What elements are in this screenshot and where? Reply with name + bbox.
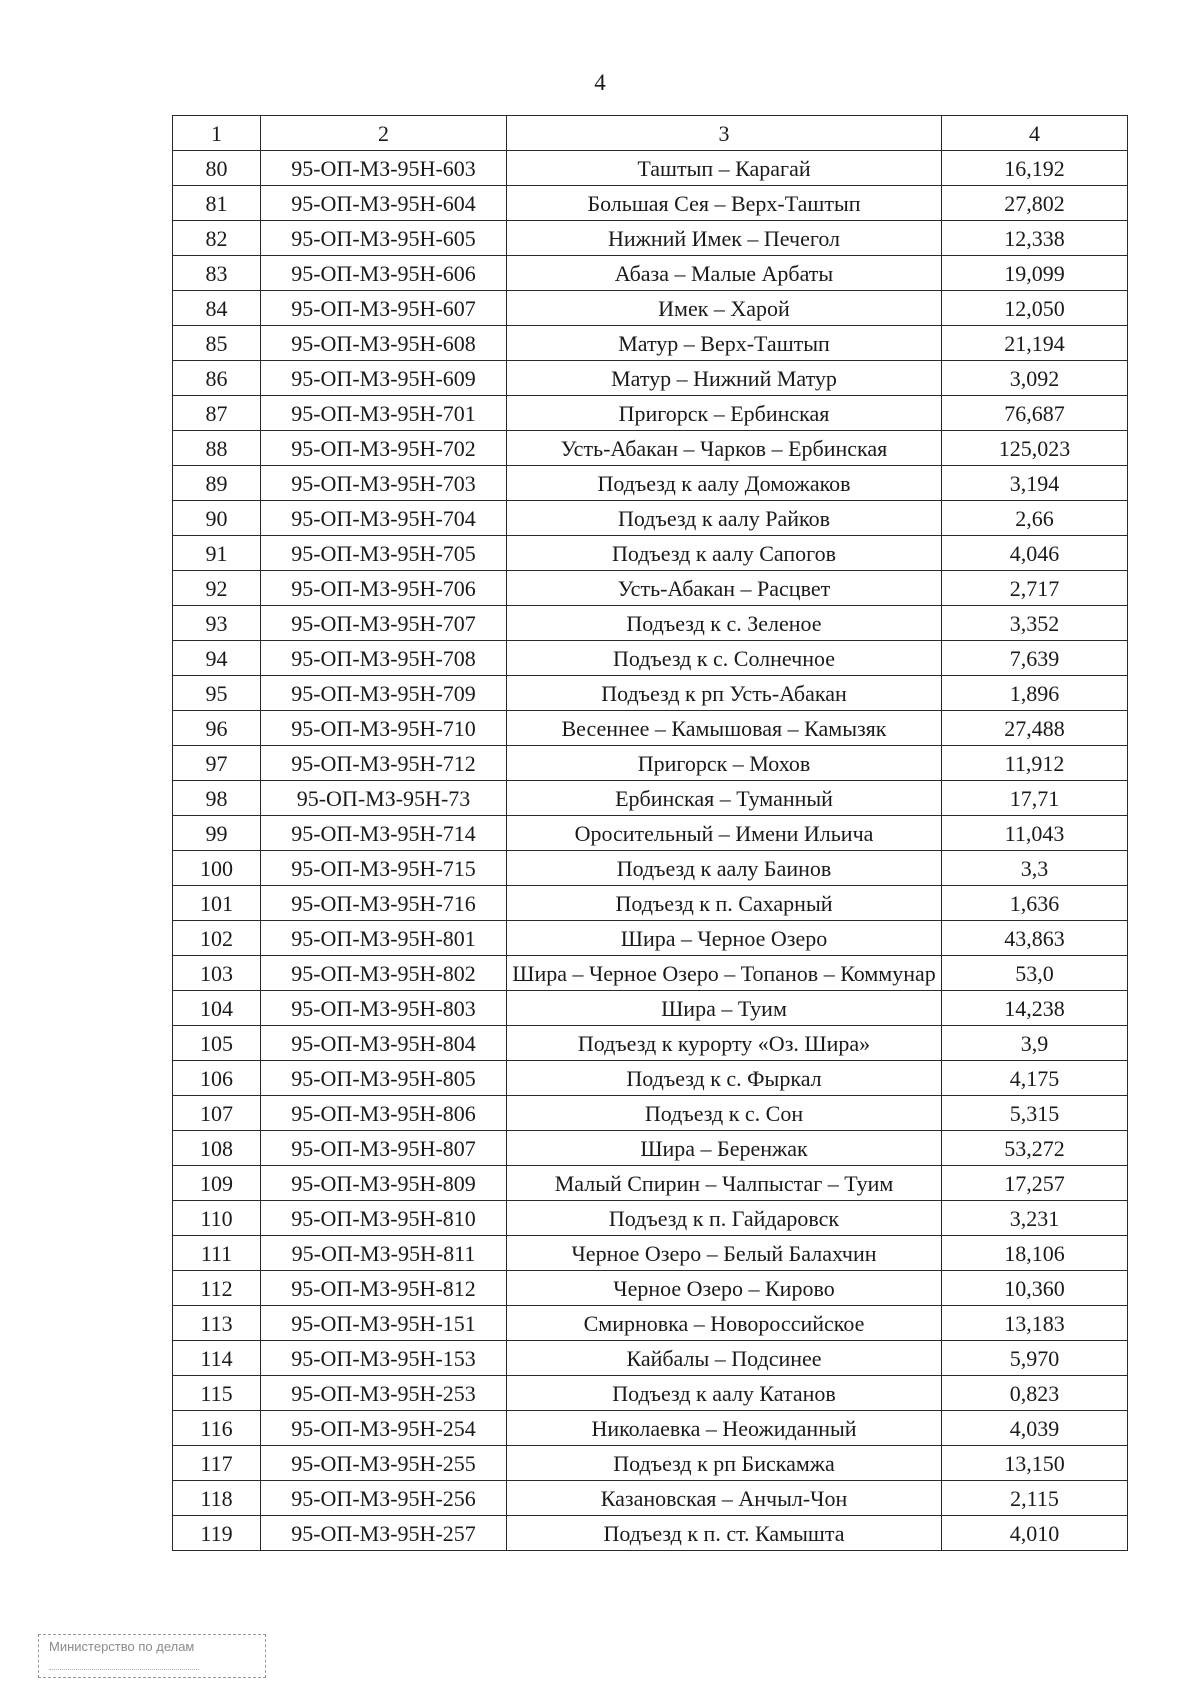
road-id-cell: 95-ОП-МЗ-95Н-714	[261, 816, 507, 851]
road-id-cell: 95-ОП-МЗ-95Н-606	[261, 256, 507, 291]
row-number-cell: 98	[173, 781, 261, 816]
road-name-cell: Подъезд к рп Усть-Абакан	[507, 676, 942, 711]
road-id-cell: 95-ОП-МЗ-95Н-712	[261, 746, 507, 781]
row-number-cell: 80	[173, 151, 261, 186]
road-name-cell: Большая Сея – Верх-Таштып	[507, 186, 942, 221]
road-name-cell: Шира – Туим	[507, 991, 942, 1026]
road-id-cell: 95-ОП-МЗ-95Н-716	[261, 886, 507, 921]
row-number-cell: 101	[173, 886, 261, 921]
table-row	[173, 606, 1128, 641]
length-km-cell: 7,639	[942, 641, 1128, 676]
row-number-cell: 105	[173, 1026, 261, 1061]
row-number-cell: 87	[173, 396, 261, 431]
row-number-cell: 117	[173, 1446, 261, 1481]
table-row	[173, 1341, 1128, 1376]
table-row	[173, 1376, 1128, 1411]
table-row	[173, 326, 1128, 361]
table-row	[173, 186, 1128, 221]
length-km-cell: 3,231	[942, 1201, 1128, 1236]
row-number-cell: 96	[173, 711, 261, 746]
length-km-cell: 19,099	[942, 256, 1128, 291]
length-km-cell: 5,315	[942, 1096, 1128, 1131]
road-id-cell: 95-ОП-МЗ-95Н-709	[261, 676, 507, 711]
road-name-cell: Подъезд к п. Сахарный	[507, 886, 942, 921]
length-km-cell: 14,238	[942, 991, 1128, 1026]
road-name-cell: Николаевка – Неожиданный	[507, 1411, 942, 1446]
table-row	[173, 1446, 1128, 1481]
road-id-cell: 95-ОП-МЗ-95Н-806	[261, 1096, 507, 1131]
length-km-cell: 53,0	[942, 956, 1128, 991]
length-km-cell: 13,150	[942, 1446, 1128, 1481]
road-id-cell: 95-ОП-МЗ-95Н-608	[261, 326, 507, 361]
road-id-cell: 95-ОП-МЗ-95Н-609	[261, 361, 507, 396]
header-cell-number: 1	[173, 116, 261, 151]
row-number-cell: 109	[173, 1166, 261, 1201]
row-number-cell: 111	[173, 1236, 261, 1271]
road-name-cell: Подъезд к аалу Баинов	[507, 851, 942, 886]
table-row	[173, 501, 1128, 536]
road-id-cell: 95-ОП-МЗ-95Н-257	[261, 1516, 507, 1551]
road-name-cell: Смирновка – Новороссийское	[507, 1306, 942, 1341]
table-row	[173, 921, 1128, 956]
table-row	[173, 1026, 1128, 1061]
road-id-cell: 95-ОП-МЗ-95Н-607	[261, 291, 507, 326]
road-id-cell: 95-ОП-МЗ-95Н-812	[261, 1271, 507, 1306]
header-cell-road-id: 2	[261, 116, 507, 151]
row-number-cell: 110	[173, 1201, 261, 1236]
row-number-cell: 118	[173, 1481, 261, 1516]
table-row	[173, 816, 1128, 851]
length-km-cell: 11,043	[942, 816, 1128, 851]
road-name-cell: Усть-Абакан – Расцвет	[507, 571, 942, 606]
road-name-cell: Подъезд к с. Сон	[507, 1096, 942, 1131]
length-km-cell: 125,023	[942, 431, 1128, 466]
road-name-cell: Шира – Беренжак	[507, 1131, 942, 1166]
length-km-cell: 4,175	[942, 1061, 1128, 1096]
table-row	[173, 151, 1128, 186]
road-id-cell: 95-ОП-МЗ-95Н-802	[261, 956, 507, 991]
table-row	[173, 991, 1128, 1026]
length-km-cell: 3,3	[942, 851, 1128, 886]
row-number-cell: 85	[173, 326, 261, 361]
length-km-cell: 2,717	[942, 571, 1128, 606]
road-id-cell: 95-ОП-МЗ-95Н-801	[261, 921, 507, 956]
length-km-cell: 3,092	[942, 361, 1128, 396]
row-number-cell: 93	[173, 606, 261, 641]
table-row	[173, 781, 1128, 816]
table-row	[173, 676, 1128, 711]
table-header-row	[173, 116, 1128, 151]
table-row	[173, 641, 1128, 676]
table-body	[173, 151, 1128, 1551]
road-name-cell: Оросительный – Имени Ильича	[507, 816, 942, 851]
table-row	[173, 361, 1128, 396]
length-km-cell: 4,039	[942, 1411, 1128, 1446]
road-name-cell: Подъезд к п. ст. Камышта	[507, 1516, 942, 1551]
page-number: 4	[594, 70, 606, 95]
row-number-cell: 108	[173, 1131, 261, 1166]
row-number-cell: 88	[173, 431, 261, 466]
road-name-cell: Подъезд к курорту «Оз. Шира»	[507, 1026, 942, 1061]
length-km-cell: 27,802	[942, 186, 1128, 221]
road-name-cell: Таштып – Карагай	[507, 151, 942, 186]
table-row	[173, 1306, 1128, 1341]
length-km-cell: 10,360	[942, 1271, 1128, 1306]
row-number-cell: 94	[173, 641, 261, 676]
row-number-cell: 115	[173, 1376, 261, 1411]
road-id-cell: 95-ОП-МЗ-95Н-804	[261, 1026, 507, 1061]
row-number-cell: 99	[173, 816, 261, 851]
length-km-cell: 13,183	[942, 1306, 1128, 1341]
road-name-cell: Подъезд к аалу Сапогов	[507, 536, 942, 571]
road-name-cell: Подъезд к п. Гайдаровск	[507, 1201, 942, 1236]
length-km-cell: 18,106	[942, 1236, 1128, 1271]
row-number-cell: 86	[173, 361, 261, 396]
table-row	[173, 256, 1128, 291]
row-number-cell: 106	[173, 1061, 261, 1096]
road-name-cell: Подъезд к аалу Райков	[507, 501, 942, 536]
road-name-cell: Шира – Черное Озеро – Топанов – Коммунар	[507, 956, 942, 991]
row-number-cell: 82	[173, 221, 261, 256]
length-km-cell: 5,970	[942, 1341, 1128, 1376]
row-number-cell: 113	[173, 1306, 261, 1341]
length-km-cell: 4,046	[942, 536, 1128, 571]
table-row	[173, 1131, 1128, 1166]
length-km-cell: 3,352	[942, 606, 1128, 641]
length-km-cell: 16,192	[942, 151, 1128, 186]
ministry-stamp	[38, 1634, 266, 1678]
row-number-cell: 84	[173, 291, 261, 326]
header-cell-road-name: 3	[507, 116, 942, 151]
row-number-cell: 107	[173, 1096, 261, 1131]
header-cell-length: 4	[942, 116, 1128, 151]
road-id-cell: 95-ОП-МЗ-95Н-810	[261, 1201, 507, 1236]
road-name-cell: Шира – Черное Озеро	[507, 921, 942, 956]
table-row	[173, 536, 1128, 571]
road-name-cell: Кайбалы – Подсинее	[507, 1341, 942, 1376]
length-km-cell: 17,257	[942, 1166, 1128, 1201]
length-km-cell: 1,896	[942, 676, 1128, 711]
row-number-cell: 119	[173, 1516, 261, 1551]
row-number-cell: 95	[173, 676, 261, 711]
road-id-cell: 95-ОП-МЗ-95Н-706	[261, 571, 507, 606]
road-name-cell: Абаза – Малые Арбаты	[507, 256, 942, 291]
table-row	[173, 1236, 1128, 1271]
row-number-cell: 102	[173, 921, 261, 956]
table-row	[173, 1096, 1128, 1131]
stamp-text: Министерство по делам	[49, 1639, 195, 1654]
road-id-cell: 95-ОП-МЗ-95Н-705	[261, 536, 507, 571]
row-number-cell: 100	[173, 851, 261, 886]
row-number-cell: 81	[173, 186, 261, 221]
road-id-cell: 95-ОП-МЗ-95Н-254	[261, 1411, 507, 1446]
length-km-cell: 12,050	[942, 291, 1128, 326]
length-km-cell: 43,863	[942, 921, 1128, 956]
road-id-cell: 95-ОП-МЗ-95Н-803	[261, 991, 507, 1026]
table-row	[173, 1201, 1128, 1236]
row-number-cell: 103	[173, 956, 261, 991]
road-name-cell: Матур – Нижний Матур	[507, 361, 942, 396]
road-id-cell: 95-ОП-МЗ-95Н-707	[261, 606, 507, 641]
table-row	[173, 291, 1128, 326]
length-km-cell: 17,71	[942, 781, 1128, 816]
road-id-cell: 95-ОП-МЗ-95Н-256	[261, 1481, 507, 1516]
table-row	[173, 396, 1128, 431]
length-km-cell: 11,912	[942, 746, 1128, 781]
road-name-cell: Подъезд к аалу Доможаков	[507, 466, 942, 501]
road-name-cell: Пригорск – Ербинская	[507, 396, 942, 431]
road-id-cell: 95-ОП-МЗ-95Н-807	[261, 1131, 507, 1166]
road-id-cell: 95-ОП-МЗ-95Н-151	[261, 1306, 507, 1341]
table-row	[173, 221, 1128, 256]
length-km-cell: 0,823	[942, 1376, 1128, 1411]
road-name-cell: Черное Озеро – Кирово	[507, 1271, 942, 1306]
road-name-cell: Весеннее – Камышовая – Камызяк	[507, 711, 942, 746]
road-id-cell: 95-ОП-МЗ-95Н-253	[261, 1376, 507, 1411]
road-id-cell: 95-ОП-МЗ-95Н-153	[261, 1341, 507, 1376]
road-id-cell: 95-ОП-МЗ-95Н-73	[261, 781, 507, 816]
length-km-cell: 3,9	[942, 1026, 1128, 1061]
road-id-cell: 95-ОП-МЗ-95Н-809	[261, 1166, 507, 1201]
length-km-cell: 76,687	[942, 396, 1128, 431]
table-row	[173, 1411, 1128, 1446]
road-id-cell: 95-ОП-МЗ-95Н-811	[261, 1236, 507, 1271]
length-km-cell: 12,338	[942, 221, 1128, 256]
road-name-cell: Матур – Верх-Таштып	[507, 326, 942, 361]
length-km-cell: 53,272	[942, 1131, 1128, 1166]
road-id-cell: 95-ОП-МЗ-95Н-604	[261, 186, 507, 221]
row-number-cell: 116	[173, 1411, 261, 1446]
road-name-cell: Пригорск – Мохов	[507, 746, 942, 781]
road-name-cell: Черное Озеро – Белый Балахчин	[507, 1236, 942, 1271]
stamp-faint-line	[49, 1659, 199, 1670]
road-name-cell: Малый Спирин – Чалпыстаг – Туим	[507, 1166, 942, 1201]
row-number-cell: 97	[173, 746, 261, 781]
road-name-cell: Подъезд к с. Солнечное	[507, 641, 942, 676]
road-name-cell: Ербинская – Туманный	[507, 781, 942, 816]
road-name-cell: Усть-Абакан – Чарков – Ербинская	[507, 431, 942, 466]
length-km-cell: 3,194	[942, 466, 1128, 501]
table-row	[173, 1481, 1128, 1516]
row-number-cell: 89	[173, 466, 261, 501]
table-row	[173, 1516, 1128, 1551]
roads-table	[172, 115, 1128, 1551]
road-name-cell: Подъезд к рп Бискамжа	[507, 1446, 942, 1481]
row-number-cell: 90	[173, 501, 261, 536]
table-row	[173, 851, 1128, 886]
table-row	[173, 571, 1128, 606]
table-row	[173, 956, 1128, 991]
table-row	[173, 1061, 1128, 1096]
length-km-cell: 21,194	[942, 326, 1128, 361]
road-name-cell: Подъезд к аалу Катанов	[507, 1376, 942, 1411]
length-km-cell: 2,115	[942, 1481, 1128, 1516]
row-number-cell: 112	[173, 1271, 261, 1306]
table-row	[173, 1271, 1128, 1306]
row-number-cell: 104	[173, 991, 261, 1026]
road-name-cell: Казановская – Анчыл-Чон	[507, 1481, 942, 1516]
length-km-cell: 27,488	[942, 711, 1128, 746]
table-row	[173, 466, 1128, 501]
table-row	[173, 746, 1128, 781]
table-row	[173, 711, 1128, 746]
length-km-cell: 2,66	[942, 501, 1128, 536]
table-row	[173, 886, 1128, 921]
road-id-cell: 95-ОП-МЗ-95Н-805	[261, 1061, 507, 1096]
length-km-cell: 1,636	[942, 886, 1128, 921]
road-name-cell: Нижний Имек – Печегол	[507, 221, 942, 256]
road-id-cell: 95-ОП-МЗ-95Н-710	[261, 711, 507, 746]
road-id-cell: 95-ОП-МЗ-95Н-708	[261, 641, 507, 676]
road-id-cell: 95-ОП-МЗ-95Н-715	[261, 851, 507, 886]
road-id-cell: 95-ОП-МЗ-95Н-702	[261, 431, 507, 466]
row-number-cell: 92	[173, 571, 261, 606]
row-number-cell: 114	[173, 1341, 261, 1376]
road-id-cell: 95-ОП-МЗ-95Н-704	[261, 501, 507, 536]
road-name-cell: Подъезд к с. Фыркал	[507, 1061, 942, 1096]
length-km-cell: 4,010	[942, 1516, 1128, 1551]
road-id-cell: 95-ОП-МЗ-95Н-603	[261, 151, 507, 186]
road-id-cell: 95-ОП-МЗ-95Н-703	[261, 466, 507, 501]
road-id-cell: 95-ОП-МЗ-95Н-605	[261, 221, 507, 256]
table-row	[173, 1166, 1128, 1201]
road-name-cell: Подъезд к с. Зеленое	[507, 606, 942, 641]
row-number-cell: 83	[173, 256, 261, 291]
road-id-cell: 95-ОП-МЗ-95Н-255	[261, 1446, 507, 1481]
row-number-cell: 91	[173, 536, 261, 571]
road-id-cell: 95-ОП-МЗ-95Н-701	[261, 396, 507, 431]
road-name-cell: Имек – Харой	[507, 291, 942, 326]
table-row	[173, 431, 1128, 466]
